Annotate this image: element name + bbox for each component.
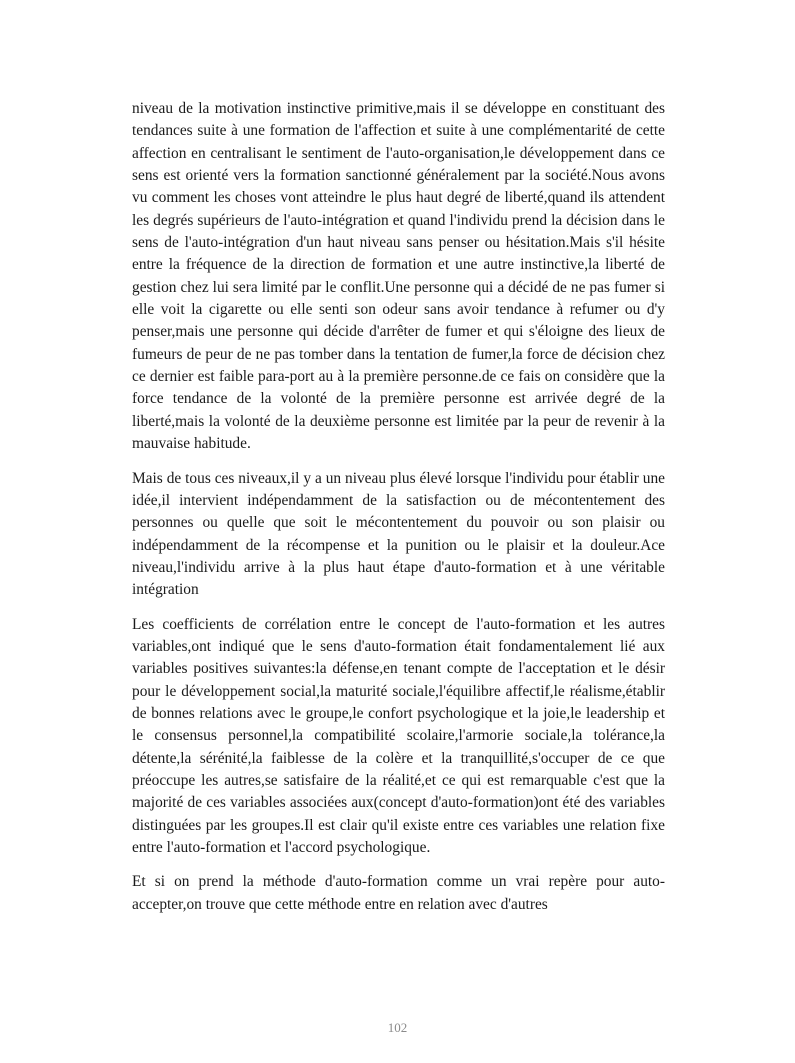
paragraph-1: niveau de la motivation instinctive primitive,mais il se développe en constituant des tendances suite à une formation de l'affection et suite à une complémentarité de cette affection en centralisant le sentiment de l'auto-organisation,le développement dans ce sens est orienté vers la formation sanctionné généralement par la société.Nous avons vu comment les choses vont atteindre le plus haut degré de liberté,quand ils attendent les degrés supérieurs de l'auto-intégration et quand l'individu prend la décision dans le sens de l'auto-intégration d'un haut niveau sans penser ou hésitation.Mais s'il hésite entre la fréquence de la direction de formation et une autre instinctive,la liberté de gestion chez lui sera limité par le conflit.Une personne qui a décidé de ne pas fumer si elle voit la cigarette ou elle senti son odeur sans avoir tendance à refumer ou d'y penser,mais une personne qui décide d'arrêter de fumer et qui s'éloigne des lieux de fumeurs de peur de ne pas tomber dans la tentation de fumer,la force de décision chez ce dernier est faible para-port au à la première personne.de ce fais on considère que la force tendance de la volonté de la première personne est arrivée degré de la liberté,mais la volonté de la deuxième personne est limitée par la peur de revenir à la mauvaise habitude. bbox=[132, 100, 665, 453]
paragraph-2: Mais de tous ces niveaux,il y a un niveau plus élevé lorsque l'individu pour établir une idée,il intervient indépendamment de la satisfaction ou de mécontentement des personnes ou quelle que soit le mécontentement du pouvoir ou son plaisir ou indépendamment de la récompense et la punition ou le plaisir et la douleur.Ace niveau,l'individu arrive à la plus haut étape d'auto-formation et à une véritable intégration bbox=[132, 469, 665, 599]
paragraph-3: Les coefficients de corrélation entre le concept de l'auto-formation et les autres variables,ont indiqué que le sens d'auto-formation était fondamentalement lié aux variables positives suivantes:la défense,en tenant compte de l'acceptation et le désir pour le développement social,la maturité sociale,l'équilibre affectif,le réalisme,établir de bonnes relations avec le groupe,le confort psychologique et la joie,le leadership et le consensus personnel,la compatibilité scolaire,l'armorie sociale,la tolérance,la détente,la sérénité,la faiblesse de la colère et la tranquillité,s'occuper de ce que préoccupe les autres,se satisfaire de la réalité,et ce qui est remarquable c'est que la majorité de ces variables associées aux(concept d'auto-formation)ont été des variables distinguées par les groupes.Il est clair qu'il existe entre ces variables une relation fixe entre l'auto-formation et l'accord psychologique. bbox=[132, 615, 665, 856]
page-number: 102 bbox=[387, 1020, 408, 1035]
body-text bbox=[132, 98, 665, 928]
paragraph-4: Et si on prend la méthode d'auto-formation comme un vrai repère pour auto-accepter,on trouve que cette méthode entre en relation avec d'autres bbox=[132, 873, 665, 913]
